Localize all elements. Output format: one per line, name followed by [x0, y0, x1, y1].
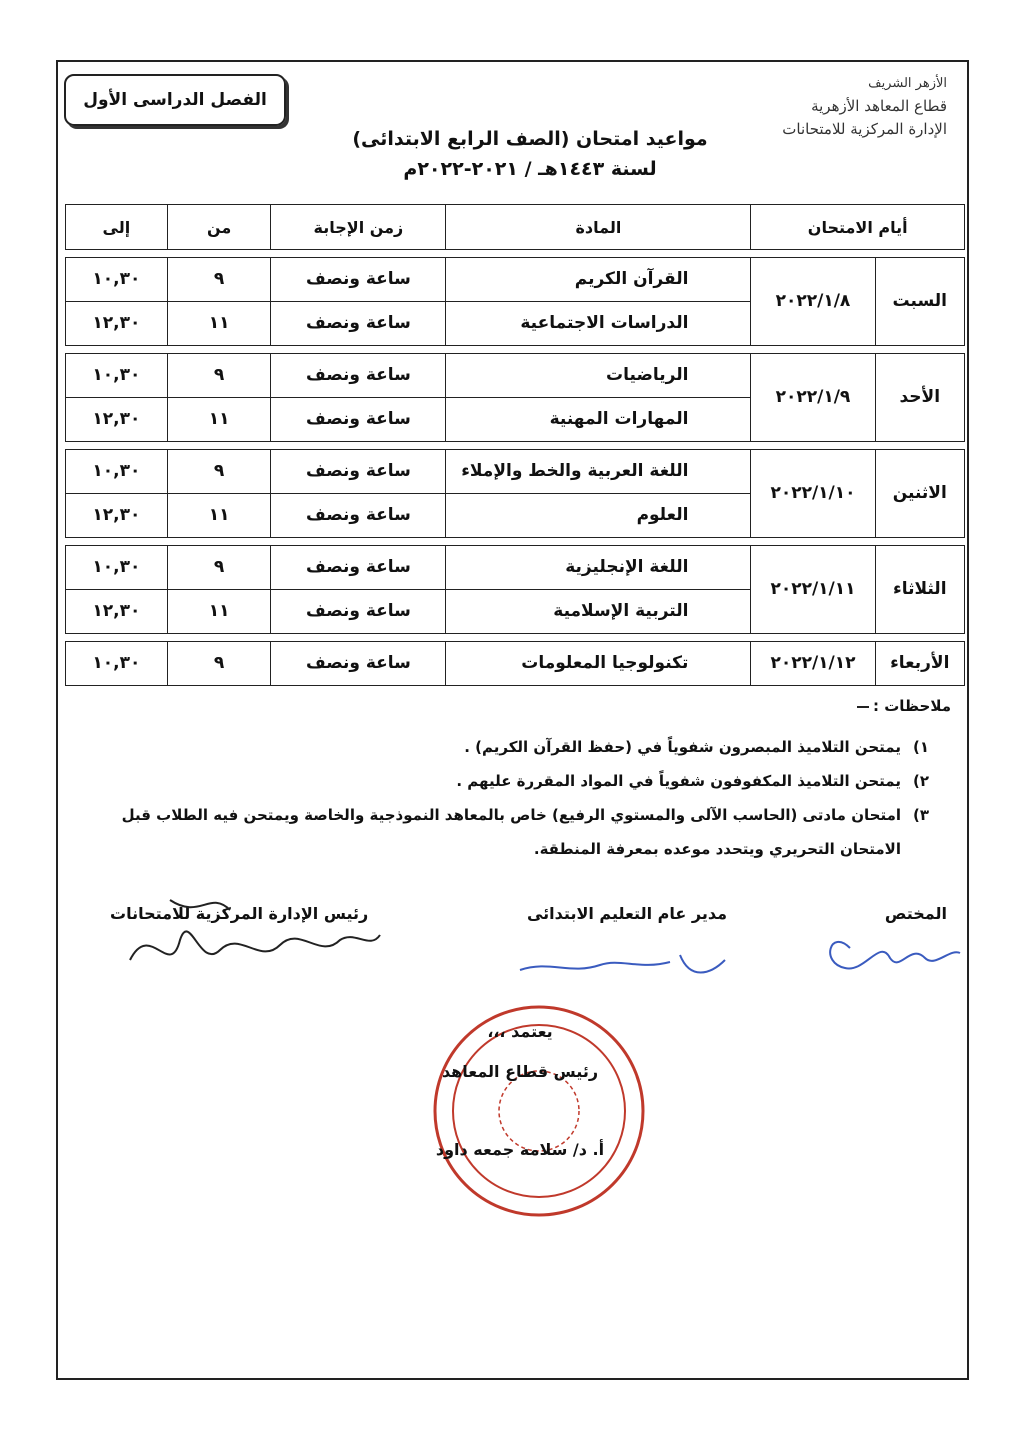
head-signature [110, 880, 390, 990]
header-to: إلى [66, 205, 168, 250]
note-text: يمتحن التلاميذ المكفوفون شفوياً في المواد المقررة عليهم . [456, 772, 901, 790]
approval-line-2: رئيس قطاع المعاهد [441, 1062, 599, 1081]
subject-cell: القرآن الكريم [446, 257, 751, 301]
header-from: من [167, 205, 271, 250]
to-cell: ١٠,٣٠ [66, 641, 168, 685]
term-label: الفصل الدراسى الأول [64, 74, 286, 126]
note-item [79, 764, 929, 798]
header-days: أيام الامتحان [751, 205, 965, 250]
approval-line-1: يعتمد ،،، [487, 1022, 553, 1041]
specialist-label: المختص [884, 904, 947, 923]
duration-cell: ساعة ونصف [271, 449, 446, 493]
to-cell: ١٢,٣٠ [66, 493, 168, 537]
from-cell: ٩ [167, 641, 271, 685]
date-cell: ٢٠٢٢/١/١٢ [751, 641, 875, 685]
note-text: امتحان مادتى (الحاسب الآلى والمستوي الرفيع) خاص بالمعاهد النموذجية والخاصة ويمتحن فيه الطلاب قبل الامتحان التحريري ويتحدد موعده بمعرفة المنطقة. [121, 806, 901, 858]
director-signature [510, 940, 740, 990]
to-cell: ١٠,٣٠ [66, 353, 168, 397]
from-cell: ١١ [167, 397, 271, 441]
to-cell: ١٢,٣٠ [66, 589, 168, 633]
subject-cell: الرياضيات [446, 353, 751, 397]
head-label: رئيس الإدارة المركزية للامتحانات [110, 904, 369, 923]
from-cell: ٩ [167, 449, 271, 493]
duration-cell: ساعة ونصف [271, 301, 446, 345]
document-title [330, 124, 730, 184]
note-number: ٣) [912, 806, 929, 824]
specialist-signature [810, 918, 970, 988]
day-cell: الاثنين [875, 449, 964, 537]
table-row [66, 257, 965, 301]
subject-cell: الدراسات الاجتماعية [446, 301, 751, 345]
subject-cell: العلوم [446, 493, 751, 537]
duration-cell: ساعة ونصف [271, 397, 446, 441]
table-row [66, 545, 965, 589]
duration-cell: ساعة ونصف [271, 641, 446, 685]
from-cell: ٩ [167, 257, 271, 301]
duration-cell: ساعة ونصف [271, 545, 446, 589]
header-subject: المادة [446, 205, 751, 250]
to-cell: ١٢,٣٠ [66, 301, 168, 345]
duration-cell: ساعة ونصف [271, 589, 446, 633]
note-item [79, 730, 929, 764]
date-cell: ٢٠٢٢/١/١٠ [751, 449, 875, 537]
approval-block [420, 1012, 620, 1170]
day-cell: السبت [875, 257, 964, 345]
to-cell: ١٠,٣٠ [66, 257, 168, 301]
date-cell: ٢٠٢٢/١/١١ [751, 545, 875, 633]
duration-cell: ساعة ونصف [271, 257, 446, 301]
day-cell: الأحد [875, 353, 964, 441]
duration-cell: ساعة ونصف [271, 493, 446, 537]
day-cell: الأربعاء [875, 641, 964, 685]
note-number: ٢) [912, 772, 929, 790]
table-row [66, 641, 965, 685]
subject-cell: اللغة الإنجليزية [446, 545, 751, 589]
subject-cell: اللغة العربية والخط والإملاء [446, 449, 751, 493]
duration-cell: ساعة ونصف [271, 353, 446, 397]
title-line-1: مواعيد امتحان (الصف الرابع الابتدائى) [352, 128, 708, 150]
note-text: يمتحن التلاميذ المبصرون شفوياً في (حفظ القرآن الكريم) . [464, 738, 901, 756]
approval-line-3: أ. د/ سلامه جمعه داود [435, 1140, 605, 1159]
day-cell: الثلاثاء [875, 545, 964, 633]
note-item [79, 798, 929, 866]
subject-cell: المهارات المهنية [446, 397, 751, 441]
table-row [66, 353, 965, 397]
from-cell: ١١ [167, 493, 271, 537]
from-cell: ١١ [167, 589, 271, 633]
logo-line-3: الإدارة المركزية للامتحانات [782, 120, 947, 138]
logo-line-2: قطاع المعاهد الأزهرية [811, 97, 947, 115]
table-row [66, 449, 965, 493]
to-cell: ١٠,٣٠ [66, 449, 168, 493]
notes-title: ملاحظات : [857, 697, 951, 715]
from-cell: ١١ [167, 301, 271, 345]
date-cell: ٢٠٢٢/١/٩ [751, 353, 875, 441]
from-cell: ٩ [167, 353, 271, 397]
header-duration: زمن الإجابة [271, 205, 446, 250]
note-number: ١) [912, 738, 929, 756]
notes-list [79, 730, 929, 866]
institution-logo [737, 72, 947, 141]
exam-schedule-table [65, 204, 965, 686]
subject-cell: التربية الإسلامية [446, 589, 751, 633]
title-line-2: لسنة ١٤٤٣هـ / ٢٠٢١-٢٠٢٢م [403, 158, 657, 180]
subject-cell: تكنولوجيا المعلومات [446, 641, 751, 685]
logo-line-1: الأزهر الشريف [868, 76, 947, 91]
to-cell: ١٠,٣٠ [66, 545, 168, 589]
from-cell: ٩ [167, 545, 271, 589]
date-cell: ٢٠٢٢/١/٨ [751, 257, 875, 345]
director-label: مدير عام التعليم الابتدائى [526, 904, 727, 923]
to-cell: ١٢,٣٠ [66, 397, 168, 441]
